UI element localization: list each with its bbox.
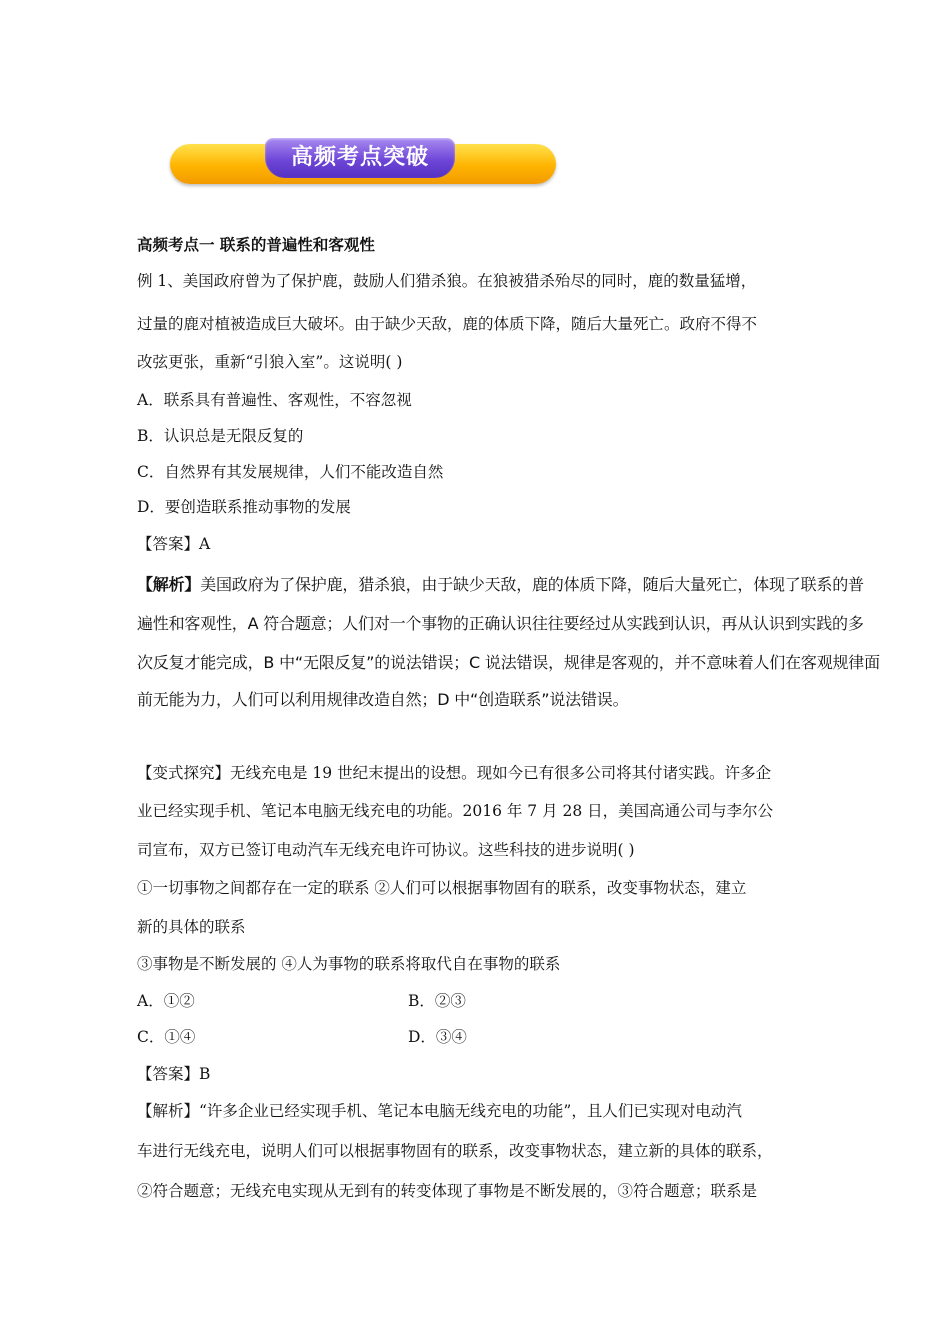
option-b: B．②③ — [408, 992, 466, 1010]
analysis-line — [137, 575, 864, 595]
analysis-line: ②符合题意；无线充电实现从无到有的转变体现了事物是不断发展的，③符合题意；联系是 — [137, 1182, 758, 1200]
banner-title: 高频考点突破 — [290, 145, 429, 170]
statement-line: 新的具体的联系 — [137, 918, 246, 936]
statement-line: ①一切事物之间都存在一定的联系 ②人们可以根据事物固有的联系，改变事物状态，建立 — [137, 879, 747, 897]
question-line: 业已经实现手机、笔记本电脑无线充电的功能。2016 年 7 月 28 日，美国高通公司与李尔公 — [137, 802, 774, 820]
option-c: C．①④ — [137, 1028, 196, 1046]
section-heading: 高频考点一 联系的普遍性和客观性 — [137, 236, 375, 254]
analysis-line: 车进行无线充电，说明人们可以根据事物固有的联系，改变事物状态，建立新的具体的联系， — [137, 1142, 773, 1160]
option-a: A．①② — [137, 992, 195, 1010]
analysis-text: 美国政府为了保护鹿，猎杀狼，由于缺少天敌，鹿的体质下降，随后大量死亡，体现了联系的普 — [200, 575, 864, 594]
analysis-line: 前无能为力，人们可以利用规律改造自然；D 中“创造联系”说法错误。 — [137, 690, 629, 709]
analysis-tag: 【解析】 — [137, 575, 201, 594]
option-a: A．联系具有普遍性、客观性，不容忽视 — [137, 391, 412, 409]
answer: 【答案】B — [137, 1065, 211, 1083]
analysis-line: 【解析】“许多企业已经实现手机、笔记本电脑无线充电的功能”，且人们已实现对电动汽 — [137, 1102, 742, 1120]
question-line: 【变式探究】无线充电是 19 世纪末提出的设想。现如今已有很多公司将其付诸实践。许多企 — [137, 764, 772, 782]
analysis-line: 次反复才能完成，B 中“无限反复”的说法错误；C 说法错误，规律是客观的，并不意味着人们在客观规律面 — [137, 653, 880, 672]
statement-line: ③事物是不断发展的 ④人为事物的联系将取代自在事物的联系 — [137, 955, 561, 973]
question-line: 例 1、美国政府曾为了保护鹿，鼓励人们猎杀狼。在狼被猎杀殆尽的同时，鹿的数量猛增， — [137, 272, 757, 290]
option-d: D．要创造联系推动事物的发展 — [137, 498, 351, 516]
analysis-line: 遍性和客观性，A 符合题意；人们对一个事物的正确认识往往要经过从实践到认识，再从认识到实践的多 — [137, 614, 864, 633]
option-c: C．自然界有其发展规律，人们不能改造自然 — [137, 463, 444, 481]
option-d: D．③④ — [408, 1028, 467, 1046]
question-line: 改弦更张，重新“引狼入室”。这说明( ) — [137, 353, 403, 371]
option-b: B．认识总是无限反复的 — [137, 427, 304, 445]
question-line: 司宣布，双方已签订电动汽车无线充电许可协议。这些科技的进步说明( ) — [137, 841, 635, 859]
answer: 【答案】A — [137, 535, 211, 553]
question-line: 过量的鹿对植被造成巨大破坏。由于缺少天敌，鹿的体质下降，随后大量死亡。政府不得不 — [137, 315, 758, 333]
section-banner — [170, 138, 556, 186]
